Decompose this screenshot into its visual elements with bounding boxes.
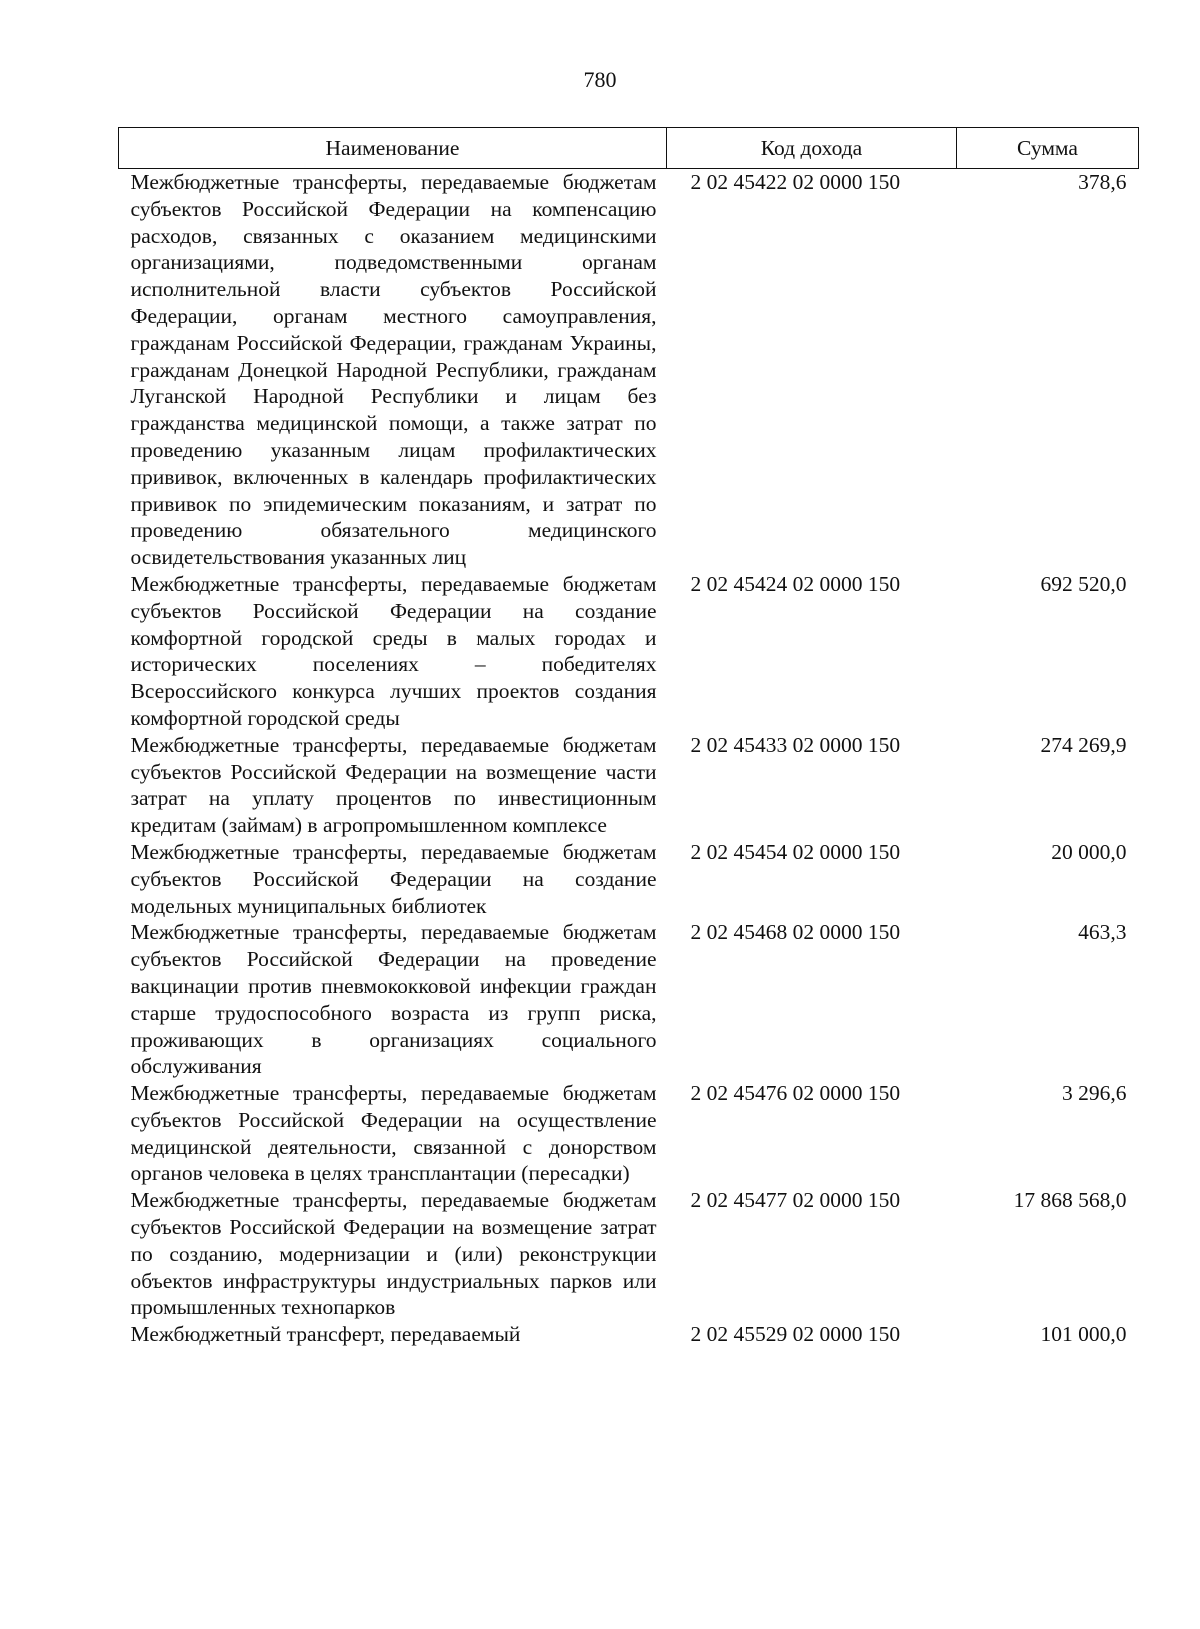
row-sum: 274 269,9 — [1040, 732, 1127, 757]
row-sum: 20 000,0 — [1051, 839, 1127, 864]
table-row — [119, 571, 1139, 732]
row-code: 2 02 45468 02 0000 150 — [690, 920, 901, 945]
row-sum: 101 000,0 — [1040, 1322, 1127, 1347]
row-sum: 3 296,6 — [1062, 1081, 1127, 1106]
row-name: Межбюджетные трансферты, передаваемые бюджетам субъектов Российской Федерации на возмещение части затрат на уплату процентов по инвестиционным кредитам (займам) в агропромышленном комплексе — [130, 732, 657, 838]
row-code: 2 02 45477 02 0000 150 — [690, 1188, 901, 1213]
row-sum: 692 520,0 — [1040, 571, 1127, 596]
table-row — [119, 1080, 1139, 1187]
row-name: Межбюджетные трансферты, передаваемые бюджетам субъектов Российской Федерации на возмещение затрат по созданию, модернизации и (или) реконструкции объектов инфраструктуры индустриальных парков или промышленных технопарков — [130, 1188, 657, 1320]
row-code: 2 02 45422 02 0000 150 — [690, 170, 901, 194]
header-row — [119, 128, 1139, 169]
table-row — [119, 732, 1139, 839]
row-name: Межбюджетный трансферт, передаваемый — [130, 1322, 521, 1347]
row-sum: 463,3 — [1078, 920, 1127, 945]
row-code: 2 02 45424 02 0000 150 — [690, 571, 901, 596]
row-code: 2 02 45476 02 0000 150 — [690, 1081, 901, 1106]
header-code: Код дохода — [667, 128, 957, 169]
table-body — [119, 169, 1139, 1349]
table-header — [119, 128, 1139, 169]
revenue-table — [118, 127, 1139, 1348]
row-name: Межбюджетные трансферты, передаваемые бюджетам субъектов Российской Федерации на осуществление медицинской деятельности, связанной с донорством органов человека в целях трансплантации (пересадки) — [130, 1081, 657, 1186]
row-name: Межбюджетные трансферты, передаваемые бюджетам субъектов Российской Федерации на проведение вакцинации против пневмококковой инфекции граждан старше трудоспособного возраста из групп риска, проживающих в организациях социального обслуживания — [130, 920, 657, 1079]
row-sum: 378,6 — [1078, 170, 1127, 194]
row-name: Межбюджетные трансферты, передаваемые бюджетам субъектов Российской Федерации на компенсацию расходов, связанных с оказанием медицинскими организациями, подведомственными органам исполнительной власти субъектов Российской Федерации, органам местного самоуправления, гражданам Российской Федерации, гражданам Украины, гражданам Донецкой Народной Республики, гражданам Луганской Народной Республики и лицам без гражданства медицинской помощи, а также затрат по проведению указанным лицам профилактических прививок, включенных в календарь профилактических прививок по эпидемическим показаниям, и затрат по проведению обязательного медицинского освидетельствования указанных лиц — [130, 170, 657, 570]
page-number: 780 — [583, 67, 617, 92]
table-row — [119, 1187, 1139, 1321]
table-row — [119, 1321, 1139, 1348]
table-row — [119, 919, 1139, 1080]
row-code: 2 02 45433 02 0000 150 — [690, 732, 901, 757]
row-code: 2 02 45454 02 0000 150 — [690, 839, 901, 864]
row-name: Межбюджетные трансферты, передаваемые бюджетам субъектов Российской Федерации на создание комфортной городской среды в малых городах и исторических поселениях – победителях Всероссийского конкурса лучших проектов создания комфортной городской среды — [130, 571, 657, 730]
row-name: Межбюджетные трансферты, передаваемые бюджетам субъектов Российской Федерации на создание модельных муниципальных библиотек — [130, 839, 657, 918]
table-row — [119, 839, 1139, 919]
row-sum: 17 868 568,0 — [1013, 1188, 1127, 1213]
header-name: Наименование — [119, 128, 667, 169]
row-code: 2 02 45529 02 0000 150 — [690, 1322, 901, 1347]
header-sum: Сумма — [957, 128, 1139, 169]
table-row — [119, 169, 1139, 571]
